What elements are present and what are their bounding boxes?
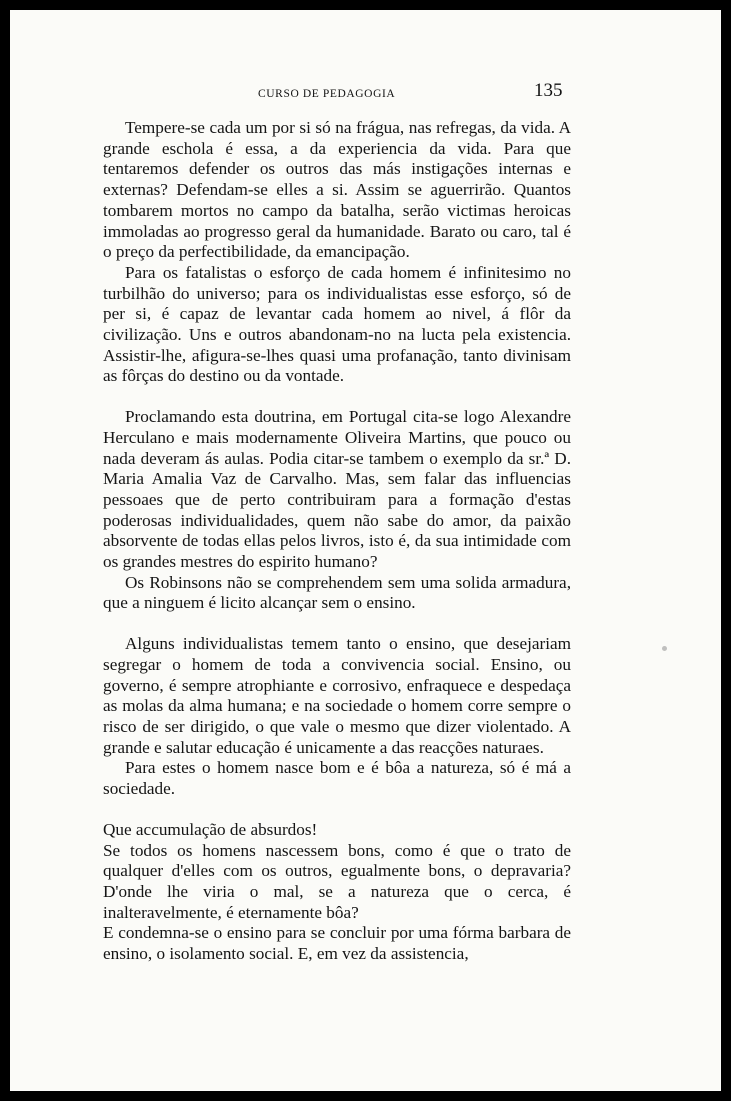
paragraph-3: Proclamando esta doutrina, em Portugal cita-se logo Alexandre Herculano e mais modernamente Oliveira Martins, que pouco ou nada deveram ás aulas. Podia citar-se tambem o exemplo da sr.ª D. Maria Amalia Vaz de Carvalho. Mas, sem falar das influencias pessoaes que de perto contribuiram para a formação d'estas poderosas individualidades, quem não sabe do amor, da paixão absorvente de todas ellas pelos livros, isto é, da sua intimidade com os grandes mestres do espirito humano? bbox=[103, 407, 571, 572]
running-title: CURSO DE PEDAGOGIA bbox=[258, 88, 396, 100]
paragraph-8: Se todos os homens nascessem bons, como é que o trato de qualquer d'elles com os outros, egualmente bons, o depravaria? D'onde lhe viria o mal, se a natureza que o cerca, é inalteravelmente, é eternamente bôa? bbox=[103, 840, 571, 922]
paragraph-1: Tempere-se cada um por si só na frágua, nas refregas, da vida. A grande eschola é essa, a da experiencia da vida. Para que tentaremos defender os outros das más instigações internas e externas? Defendam-se elles a si. Assim se aguerrirão. Quantos tombarem mortos no campo da batalha, serão victimas heroicas immoladas ao progresso geral da humanidade. Barato ou caro, tal é o preço da perfectibilidade, da emancipação. bbox=[103, 118, 571, 262]
paragraph-7: Que accumulação de absurdos! bbox=[103, 819, 318, 839]
paragraph-2: Para os fatalistas o esforço de cada homem é infinitesimo no turbilhão do universo; para os individualistas esse esforço, só de per si, é capaz de levantar cada homem ao nivel, á flôr da civilização. Uns e outros abandonam-no na lucta pela existencia. Assistir-lhe, afigura-se-lhes quasi uma profanação, tanto divinisam as fôrças do destino ou da vontade. bbox=[103, 262, 571, 386]
body-text bbox=[103, 118, 571, 965]
paragraph-5: Alguns individualistas temem tanto o ensino, que desejariam segregar o homem de toda a convivencia social. Ensino, ou governo, é sempre atrophiante e corrosivo, enfraquece e despedaça as molas da alma humana; e na sociedade o homem corre sempre o risco de ser dirigido, o que vale o mesmo que dizer violentado. A grande e salutar educação é unicamente a das reacções naturaes. bbox=[103, 634, 571, 757]
page-number: 135 bbox=[534, 80, 563, 101]
paragraph-4: Os Robinsons não se comprehendem sem uma solida armadura, que a ninguem é licito alcançar sem o ensino. bbox=[103, 572, 571, 613]
page-header bbox=[10, 80, 721, 106]
paragraph-9: E condemna-se o ensino para se concluir por uma fórma barbara de ensino, o isolamento social. E, em vez da assistencia, bbox=[103, 923, 571, 964]
paper-speck bbox=[662, 646, 667, 651]
book-page bbox=[10, 10, 721, 1091]
paragraph-6: Para estes o homem nasce bom e é bôa a natureza, só é má a sociedade. bbox=[103, 758, 571, 799]
